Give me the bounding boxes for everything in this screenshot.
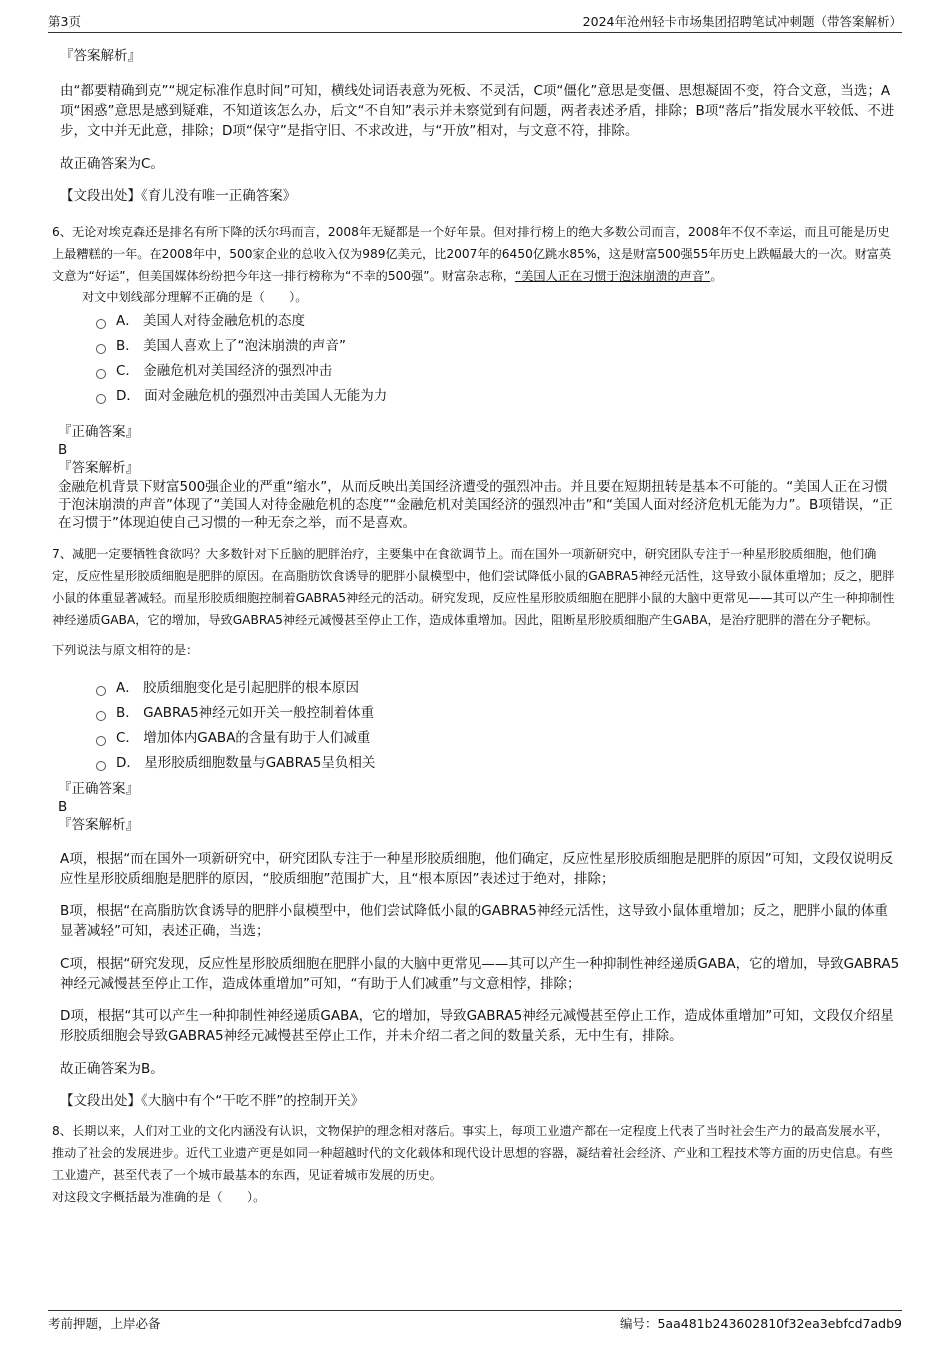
option-text: GABRA5神经元如开关一般控制着体重 — [143, 705, 375, 722]
code-label: 编号： — [619, 1316, 658, 1331]
analysis-label: 『答案解析』 — [60, 48, 141, 64]
option-b[interactable] — [96, 334, 900, 359]
answer-value: B — [58, 799, 68, 816]
radio-icon[interactable] — [96, 686, 106, 696]
option-c[interactable] — [96, 726, 900, 751]
answer-value: B — [58, 442, 68, 459]
question-5-tail — [52, 46, 900, 206]
analysis-text: 金融危机背景下财富500强企业的严重“缩水”，从而反映出美国经济遭受的强烈冲击。并且要在短期扭转是基本不可能的。“美国人正在习惯于泡沫崩溃的声音”体现了“美国人对待金融危机的态度”“金融危机对美国经济的强烈冲击”和“美国人面对经济危机无能为力”。B项错误，“正在习惯于”体现迫使自己习惯的一种无奈之举，而不是喜欢。 — [58, 478, 893, 532]
option-text: 星形胶质细胞数量与GABRA5呈负相关 — [144, 755, 376, 772]
option-letter: A． — [116, 680, 139, 697]
option-a[interactable] — [96, 676, 900, 701]
option-b[interactable] — [96, 701, 900, 726]
analysis-label: 『答案解析』 — [58, 460, 139, 477]
option-a[interactable] — [96, 309, 900, 334]
option-letter: D． — [116, 755, 140, 772]
option-list — [52, 676, 900, 776]
option-text: 胶质细胞变化是引起肥胖的根本原因 — [143, 680, 360, 697]
option-text: 面对金融危机的强烈冲击美国人无能为力 — [144, 387, 388, 404]
code-value: 5aa481b243602810f32ea3ebfcd7adb9 — [657, 1316, 902, 1331]
option-text: 美国人对待金融危机的态度 — [143, 312, 306, 329]
question-stem: 8、长期以来，人们对工业的文化内涵没有认识，文物保护的理念相对落后。事实上，每项工业遗产都在一定程度上代表了当时社会生产力的最高发展水平，推动了社会的发展进步。近代工业遗产更是如同一种超越时代的文化载体和现代设计思想的容器，凝结着社会经济、产业和工程技术等方面的历史信息。有些工业遗产，甚至代表了一个城市最基本的东西，见证着城市发展的历史。 — [52, 1124, 893, 1183]
page-header — [48, 12, 902, 33]
document-body — [52, 46, 900, 1209]
radio-icon[interactable] — [96, 394, 106, 404]
stem-underlined-text: “美国人正在习惯于泡沫崩溃的声音” — [514, 269, 711, 284]
conclusion-text: 故正确答案为C。 — [60, 155, 164, 172]
question-stem: 7、减肥一定要牺牲食欲吗？大多数针对下丘脑的肥胖治疗，主要集中在食欲调节上。而在国外一项新研究中，研究团队专注于一种星形胶质细胞，他们确定，反应性星形胶质细胞是肥胖的原因。在高脂肪饮食诱导的肥胖小鼠模型中，他们尝试降低小鼠的GABRA5神经元活性，这导致小鼠体重增加；反之，肥胖小鼠的体重显著减轻。而星形胶质细胞控制着GABRA5神经元的活动。研究发现，反应性星形胶质细胞在肥胖小鼠的大脑中更常见——其可以产生一种抑制性神经递质GABA，它的增加，导致GABRA5神经元减慢甚至停止工作，造成体重增加。因此，阻断星形胶质细胞产生GABA，是治疗肥胖的潜在分子靶标。 — [52, 547, 895, 628]
option-letter: B． — [116, 705, 139, 722]
radio-icon[interactable] — [96, 344, 106, 354]
option-letter: C． — [116, 730, 139, 747]
option-d[interactable] — [96, 384, 900, 409]
option-letter: B． — [116, 337, 139, 354]
conclusion-text: 故正确答案为B。 — [60, 1060, 164, 1077]
source-text: 【文段出处】《育儿没有唯一正确答案》 — [60, 187, 297, 204]
analysis-text: 由“都要精确到克”“规定标准作息时间”可知，横线处词语表意为死板、不灵活，C项“僵化”意思是变僵、思想凝固不变，符合文意，当选；A项“困惑”意思是感到疑难，不知道该怎么办，后文“不自知”表示并未察觉到有问题，两者表述矛盾，排除；B项“落后”指发展水平较低、不进步，文中并无此意，排除；D项“保守”是指守旧、不求改进，与“开放”相对，与文意不符，排除。 — [60, 82, 895, 140]
option-letter: C． — [116, 362, 139, 379]
radio-icon[interactable] — [96, 319, 106, 329]
question-ask: 下列说法与原文相符的是： — [52, 643, 199, 658]
stem-text: 6、无论对埃克森还是排名有所下降的沃尔玛而言，2008年无疑都是一个好年景。但对排行榜上的绝大多数公司而言，2008年不仅不幸运，而且可能是历史上最糟糕的一年。在2008年中，500家企业的总收入仅为989亿美元，比2007年的6450亿跳水85%，这是财富500强55年历史上跌幅最大的一次。财富英文意为“好运”，但美国媒体纷纷把今年这一排行榜称为“不幸的500强”。财富杂志称， — [52, 225, 892, 284]
question-8 — [52, 1121, 900, 1209]
option-letter: D． — [116, 387, 140, 404]
page-footer — [48, 1310, 902, 1333]
footer-slogan: 考前押题，上岸必备 — [48, 1316, 161, 1331]
page-number: 第3页 — [48, 14, 81, 29]
question-stem — [52, 222, 900, 288]
option-letter: A． — [116, 312, 139, 329]
radio-icon[interactable] — [96, 711, 106, 721]
option-d[interactable] — [96, 751, 900, 776]
document-title: 2024年沧州轻卡市场集团招聘笔试冲刺题（带答案解析） — [582, 14, 902, 29]
document-code — [620, 1314, 902, 1333]
option-list — [52, 309, 900, 409]
question-ask: 对这段文字概括最为准确的是（ ）。 — [52, 1190, 266, 1205]
question-ask: 对文中划线部分理解不正确的是（ ）。 — [82, 290, 308, 305]
option-text: 金融危机对美国经济的强烈冲击 — [143, 362, 333, 379]
analysis-label: 『答案解析』 — [58, 817, 139, 834]
source-text: 【文段出处】《大脑中有个“干吃不胖”的控制开关》 — [60, 1092, 365, 1109]
analysis-a: A项，根据“而在国外一项新研究中，研究团队专注于一种星形胶质细胞，他们确定，反应性星形胶质细胞是肥胖的原因”可知，文段仅说明反应性星形胶质细胞是肥胖的原因，“胶质细胞”范围扩大，且“根本原因”表述过于绝对，排除； — [60, 850, 894, 887]
analysis-c: C项，根据“研究发现，反应性星形胶质细胞在肥胖小鼠的大脑中更常见——其可以产生一种抑制性神经递质GABA，它的增加，导致GABRA5神经元减慢甚至停止工作，造成体重增加”可知，“有助于人们减重”与文意相悖，排除； — [60, 955, 900, 992]
answer-label: 『正确答案』 — [58, 423, 139, 440]
radio-icon[interactable] — [96, 736, 106, 746]
option-text: 美国人喜欢上了“泡沫崩溃的声音” — [143, 337, 347, 354]
radio-icon[interactable] — [96, 761, 106, 771]
question-6 — [52, 222, 900, 532]
analysis-b: B项，根据“在高脂肪饮食诱导的肥胖小鼠模型中，他们尝试降低小鼠的GABRA5神经元活性，这导致小鼠体重增加；反之，肥胖小鼠的体重显著减轻”可知，表述正确，当选； — [60, 903, 888, 940]
option-c[interactable] — [96, 359, 900, 384]
stem-end: 。 — [710, 269, 723, 284]
answer-label: 『正确答案』 — [58, 781, 139, 798]
question-7 — [52, 544, 900, 1111]
analysis-d: D项，根据“其可以产生一种抑制性神经递质GABA，它的增加，导致GABRA5神经元减慢甚至停止工作，造成体重增加”可知，文段仅介绍星形胶质细胞会导致GABRA5神经元减慢甚至停止工作，并未介绍二者之间的数量关系，无中生有，排除。 — [60, 1008, 894, 1045]
option-text: 增加体内GABA的含量有助于人们减重 — [143, 730, 371, 747]
radio-icon[interactable] — [96, 369, 106, 379]
